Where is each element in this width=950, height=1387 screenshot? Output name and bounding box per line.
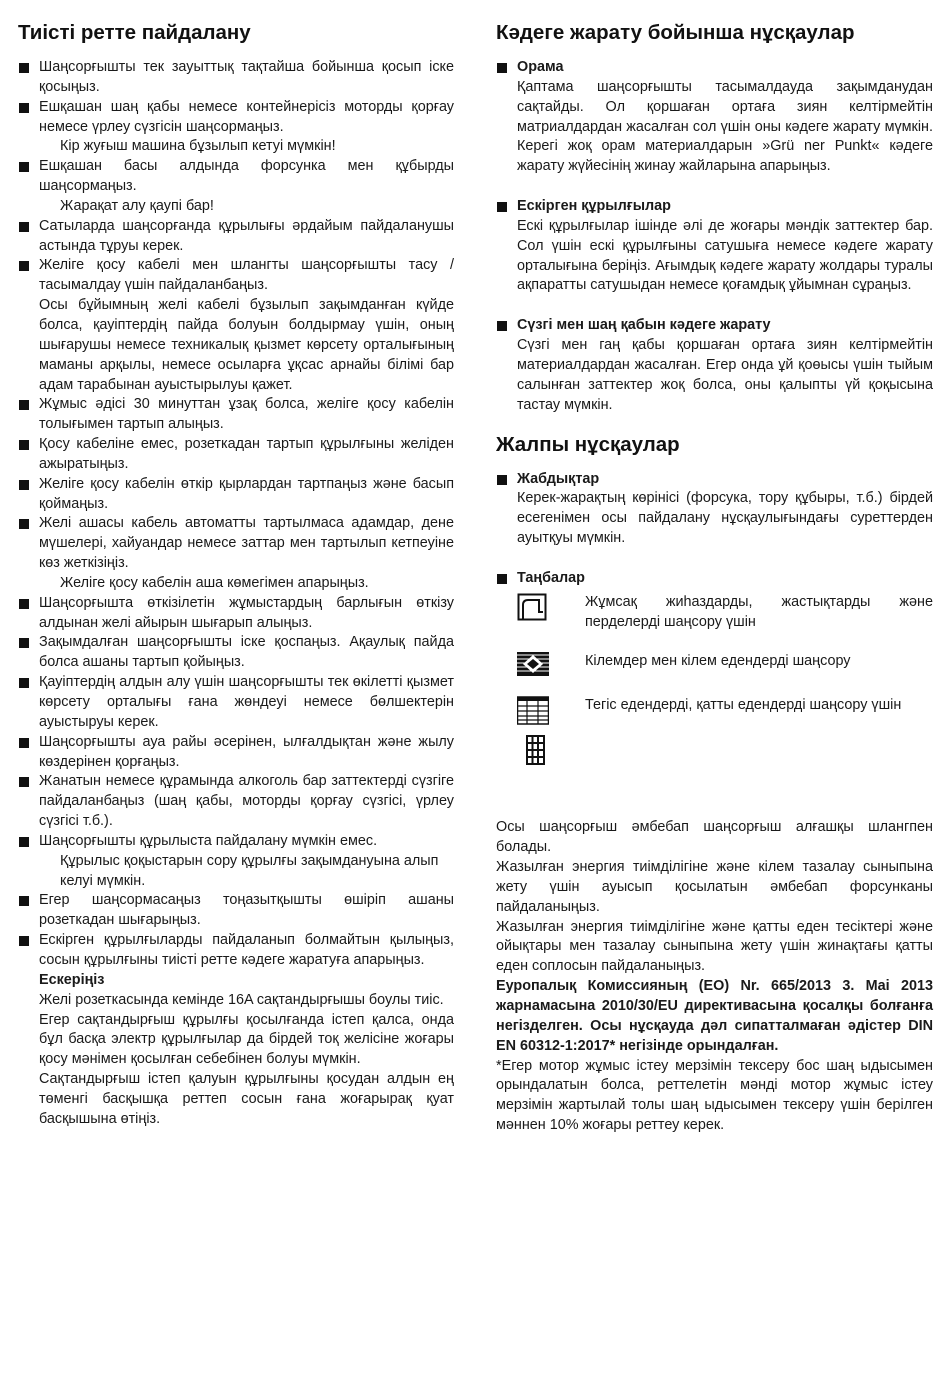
safety-item-warning: Жарақат алу қаупі бар! [60,197,214,214]
disposal-old-devices-heading: Ескірген құрылғылар [496,197,933,217]
safety-item [18,673,454,733]
safety-item [18,58,454,98]
safety-item [18,772,454,832]
safety-item [18,435,454,475]
safety-item [18,594,454,634]
footnote-paragraph: *Егер мотор жұмыс істеу мерзімін тексеру бос шаң ыдысымен орындалатын болса, реттелетін мәнді мотор жұмыс істеу мерзімін жартылай толы шаң ыдысымен тексеру үшін берілген мәннен 10% жоғары реттеу керек. [496,1057,933,1134]
safety-list [18,58,454,1130]
symbol-text-carpet: Кілемдер мен кілем едендерді шаңсору [585,653,851,670]
note-paragraph: Желі розеткасында кемінде 16A сақтандырғышы боулы тиіс. [39,991,444,1008]
right-column [496,18,933,1136]
symbol-text-upholstery: Жұмсақ жиһаздарды, жастықтарды және перделерді шаңсору үшін [585,593,933,630]
safety-item-text: Жұмыс әдісі 30 минуттан ұзақ болса, желіге қосу кабелін толығымен тартып алыңыз. [39,396,454,433]
symbol-row-hard-floor [496,696,933,766]
disposal-packaging-heading: Орама [496,58,933,78]
left-column [18,18,454,1130]
carpet-icon [517,652,549,676]
note-paragraph: Сақтандырғыш істеп қалуын құрылғыны қосудан алдын ең төменгі басқышқа реттеп сосын ғана жоғарырақ қуат басқышына өтіңіз. [39,1071,454,1127]
symbol-row-upholstery [496,593,933,633]
safety-item [18,891,454,931]
safety-item-text: Желі ашасы кабель автоматты тартылмаса адамдар, дене мүшелері, хайуандар немесе заттар мен тартылып кетпеуіне көз жеткізіңіз. [39,515,454,572]
safety-item-text: Егер шаңсормасаңыз тоңазытқышты өшіріп ашаны розеткадан шығарыңыз. [39,892,454,929]
upholstery-nozzle-icon [517,593,547,621]
safety-item [18,931,454,1129]
disposal-old-devices [496,197,933,296]
symbols-heading: Таңбалар [496,569,933,589]
disposal-filter-bag-heading: Сүзгі мен шаң қабын кәдеге жарату [496,316,933,336]
safety-item-text: Желіге қосу кабелі мен шлангты шаңсорғышты тасу / тасымалдау үшін пайдаланбаңыз. [39,257,454,294]
energy-info [496,818,933,1136]
regulation-paragraph: Еуропалық Комиссияның (ЕО) Nr. 665/2013 3. Mai 2013 жарнамасына 2010/30/EU директивасына қосалқы болғанға негізделген. Осы нұсқауда дәл сипатталмаған әдістер DIN EN 60312-1:2017* негізінде орындалған. [496,978,933,1054]
disposal-packaging [496,58,933,177]
safety-item [18,633,454,673]
safety-item-text: Қауіптердің алдын алу үшін шаңсорғышты тек өкілетті қызмет көрсету орталығы ғана жөндеуі немесе бөлшектерін ауыстыруы керек. [39,674,454,730]
safety-item-text: Жанатын немесе құрамында алкоголь бар заттектерді сүзгіге пайдаланбаңыз (шаң қабы, моторды қорғау сүзгісі, үрлеу сүзгісі т.б.). [39,773,454,830]
energy-paragraph-3: Жазылған энергия тиімділігіне және қатты еден тесіктері және ойықтары мен тазалау сыныпына жету үшін жинақтағы қатты еден соплосын пайдаланыңыз. [496,918,933,975]
hard-floor-icon [517,696,549,766]
disposal-filter-bag [496,316,933,415]
safety-item-warning: Құрылыс қоқыстарын сору құрылғы зақымдануына алып келуі мүмкін. [60,852,439,889]
disposal-packaging-text: Қаптама шаңсорғышты тасымалдауда зақымданудан сақтайды. Ол қоршаған ортаға зиян келтірмейтін матриалдардан жасалған сол үшін оны кәдеге жарату мүмкін. Керегі жоқ орам материалдарын »Grü ner Punkt« кәдеге жарату жүйесінің жинау жайларына апарыңыз. [517,78,933,175]
note-heading: Ескеріңіз [39,971,105,988]
energy-paragraph-2: Жазылған энергия тиімділігіне және кілем тазалау сыныпына жету үшін ауысып қосылатын әмбебап форсунканы пайдаланыңыз. [496,859,933,915]
safety-item-text: Шаңсорғышта өткізілетін жұмыстардың барлығын өткізу алдынан желі айырын шығарып алыңыз. [39,594,454,631]
safety-item [18,157,454,217]
safety-item-warning: Желіге қосу кабелін аша көмегімен апарыңыз. [60,574,369,591]
safety-item [18,475,454,515]
symbol-row-carpet [496,652,933,676]
section-title-general: Жалпы нұсқаулар [496,432,680,456]
note-paragraph: Егер сақтандырғыш құрылғы қосылғанда істеп қалса, онда бұл басқа электр құрылғылар да бірдей тоқ желісіне жоғары қосу мәнімен қосылған себебінен болуы мүмкін. [39,1011,454,1068]
safety-item-text: Ешқашан шаң қабы немесе контейнерісіз моторды қорғау немесе үрлеу сүзгісін шаңсормаңыз. [39,98,454,135]
accessories-section [496,470,933,549]
energy-paragraph-1: Осы шаңсорғыш әмбебап шаңсорғыш алғашқы шлангпен болады. [496,819,933,856]
safety-item [18,395,454,435]
disposal-old-devices-text: Ескі құрылғылар ішінде әлі де жоғары мәндік заттектер бар. Сол үшін ескі құрылғыны сатушыға немесе кәдеге жарату орталығына беріңіз. Ағымдық кәдеге жарату жолдары туралы ақпаратты сатушыдан немесе қоғамдық ұйымнан сұраңыз. [517,217,933,294]
safety-item-warning: Кір жуғыш машина бұзылып кетуі мүмкін! [60,138,336,155]
safety-item-text: Зақымдалған шаңсорғышты іске қоспаңыз. Ақаулық пайда болса ашаны тартып қойыңыз. [39,634,454,671]
accessories-text: Керек-жарақтың көрінісі (форсука, тору құбыры, т.б.) бірдей есегенімен осы пайдалану нұсқаулығындағы суреттерден ауытқуы мүмкін. [517,490,933,547]
disposal-filter-bag-text: Сүзгі мен гаң қабы қоршаған ортаға зиян келтірмейтін материалдардан жасалған. Егер онда ұй қоөысы үшін тыйым салынған заттектер жоқ болса, оны қалыпты үй қоқысына тастау мүмкін. [517,337,933,413]
section-title-disposal: Кәдеге жарату бойынша нұсқаулар [496,21,855,44]
safety-item-text: Шаңсорғышты тек зауыттық тақтайша бойынша қосып іске қосыңыз. [39,59,454,95]
safety-item-text: Сатыларда шаңсорғанда құрылығы әрдайым пайдаланушы астында тұруы керек. [39,217,454,254]
accessories-heading: Жабдықтар [496,470,933,490]
safety-item [18,98,454,158]
safety-item [18,217,454,257]
safety-item-text: Шаңсорғышты құрылыста пайдалану мүмкін емес. [39,832,378,849]
safety-item-text: Шаңсорғышты ауа райы әсерінен, ылғалдықтан және жылу көздерінен қорғаңыз. [39,733,454,770]
safety-item [18,733,454,773]
safety-item-text: Желіге қосу кабелін өткір қырлардан тартпаңыз және басып қоймаңыз. [39,475,454,512]
symbols-section [496,569,933,767]
section-title-proper-use: Тиісті ретте пайдалану [18,21,251,44]
safety-item-text: Қосу кабеліне емес, розеткадан тартып құрылғыны желіден ажыратыңыз. [39,436,454,472]
safety-item [18,832,454,892]
safety-item-text: Ешқашан басы алдында форсунка мен құбырды шаңсормаңыз. [39,158,454,195]
safety-item [18,256,454,395]
safety-item-text: Ескірген құрылғыларды пайдаланып болмайтын қылыңыз, сосын құрылғыны тиісті ретте кәдеге жаратуға апарыңыз. [39,932,454,968]
symbol-text-hard-floor: Тегіс едендерді, қатты едендерді шаңсору үшін [585,697,902,714]
safety-item-text: Осы бұйымның желі кабелі бұзылып зақымданған күйде болса, қауіптердің пайда болуын болдырмау үшін, оның шығарушы немесе техникалық қызмет көрсету орталығының маманы арқылы, немесе осыларға ұқсас арнайы білімі бар адам тарабынан ауыстырылуы қажет. [39,297,454,393]
safety-item [18,514,454,593]
